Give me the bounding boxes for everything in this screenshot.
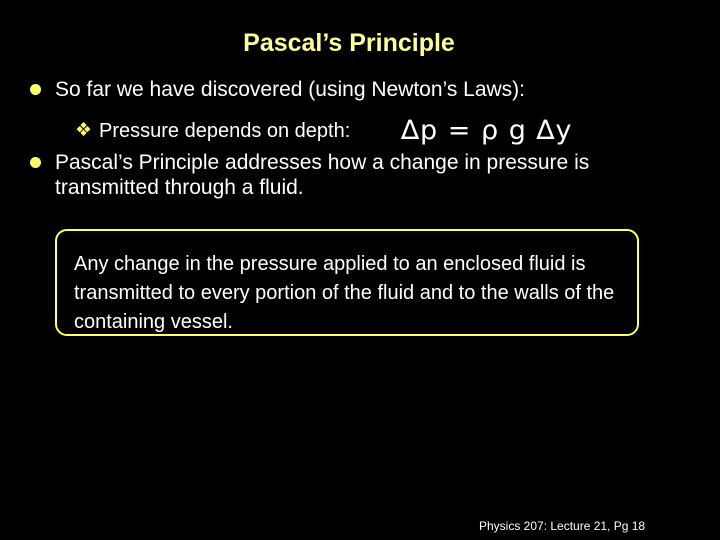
slide-footer: Physics 207: Lecture 21, Pg 18: [479, 519, 646, 533]
callout-text: Any change in the pressure applied to an enclosed fluid is transmitted to every portion of the fluid and to the walls of the containing vessel.: [74, 253, 615, 333]
definition-callout: [55, 229, 639, 336]
sub-bullet-item: [75, 117, 635, 147]
round-bullet-icon: [30, 157, 41, 168]
slide-title: Pascal’s Principle: [243, 29, 455, 57]
pressure-equation: ∆p = ρ g ∆y: [401, 115, 573, 146]
bullet-item: [30, 77, 670, 102]
bullet-item: [30, 150, 680, 200]
round-bullet-icon: [30, 84, 41, 95]
bullet-text: So far we have discovered (using Newton’s Laws):: [55, 78, 526, 101]
bullet-text: Pascal’s Principle addresses how a change in pressure is transmitted through a fluid.: [55, 151, 590, 199]
diamond-bullet-icon: ❖: [75, 120, 93, 141]
sub-bullet-text: Pressure depends on depth:: [99, 120, 351, 142]
